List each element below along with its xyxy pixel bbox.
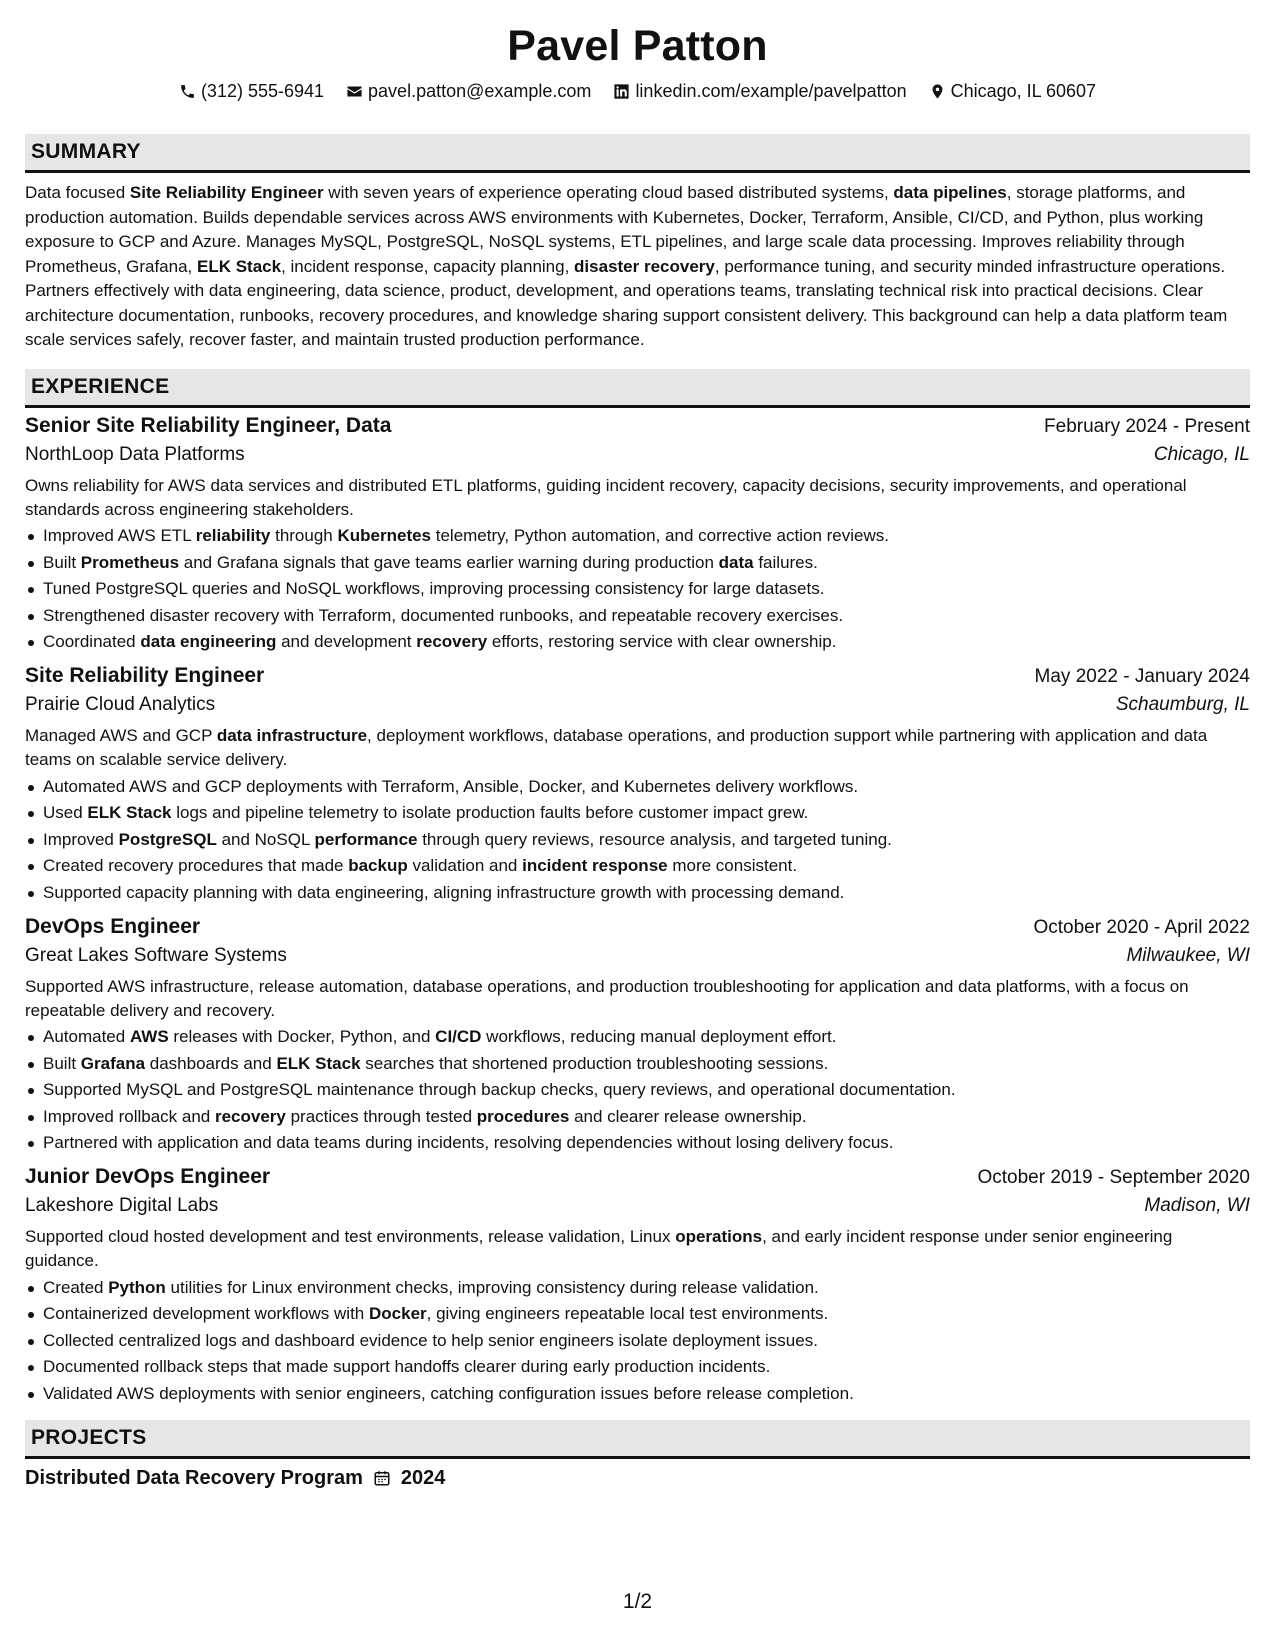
text-run: through xyxy=(270,526,338,545)
job-header xyxy=(25,915,1250,939)
job-title: Junior DevOps Engineer xyxy=(25,1165,271,1188)
text-run: , giving engineers repeatable local test environments. xyxy=(426,1304,829,1323)
job-bullet xyxy=(25,577,1250,601)
text-run: releases with Docker, Python, and xyxy=(168,1027,436,1046)
text-run: Data focused xyxy=(25,183,130,202)
job-bullet xyxy=(25,775,1250,799)
text-run: more consistent. xyxy=(667,856,798,875)
bold-keyword: disaster recovery xyxy=(574,256,715,276)
text-run: Built xyxy=(43,552,81,572)
text-run: Created recovery procedures that made xyxy=(43,856,349,875)
mail-icon xyxy=(346,83,363,100)
bold-keyword: PostgreSQL xyxy=(118,829,217,849)
job-bullet xyxy=(25,1329,1250,1353)
job-entry xyxy=(25,915,1250,1156)
job-entry xyxy=(25,414,1250,655)
job-bullet xyxy=(25,1078,1250,1102)
bold-keyword: reliability xyxy=(195,526,271,545)
bold-keyword: procedures xyxy=(476,1106,570,1126)
text-run: Owns reliability for AWS data services and distributed ETL platforms, guiding incident recovery, capacity decisions, security improvements, and operational standards across engineering stakeholders. xyxy=(25,475,1187,519)
text-run: Supported AWS infrastructure, release automation, database operations, and production troubleshooting for application and data platforms, with a focus on repeatable delivery and recovery. xyxy=(25,976,1189,1020)
job-company-row xyxy=(25,1195,1250,1217)
bold-keyword: Site Reliability Engineer xyxy=(129,183,324,202)
job-description xyxy=(25,724,1250,772)
linkedin-icon xyxy=(613,83,630,100)
project-entry xyxy=(25,1467,1250,1490)
experience-list xyxy=(25,414,1250,1406)
text-run: validation and xyxy=(407,856,523,875)
text-run: and NoSQL xyxy=(216,829,315,849)
resume-page xyxy=(25,0,1250,1490)
job-company-row xyxy=(25,694,1250,716)
phone-text: (312) 555-6941 xyxy=(200,80,325,101)
job-description xyxy=(25,1225,1250,1273)
job-company-row xyxy=(25,444,1250,466)
candidate-name: Pavel Patton xyxy=(507,22,768,70)
text-run: and Grafana signals that gave teams earlier warning during production xyxy=(179,552,719,572)
bold-keyword: Docker xyxy=(369,1304,427,1323)
bold-keyword: ELK Stack xyxy=(87,803,172,822)
job-company: Lakeshore Digital Labs xyxy=(25,1195,219,1216)
page-number: 1/2 xyxy=(622,1590,653,1613)
summary-text xyxy=(25,173,1250,353)
text-run: , storage platforms, and production automation. Builds dependable services across AWS environments with Kubernetes, Docker, Terraform, Ansible, CI/CD, and Python, plus working exposure to GCP and Azure. Manages MySQL, PostgreSQL, NoSQL systems, ETL pipelines, and large scale data processing. Improves reliability through Prometheus, Grafana, xyxy=(25,183,1204,276)
text-run: Used xyxy=(43,803,88,822)
bold-keyword: performance xyxy=(314,829,418,849)
job-bullet xyxy=(25,630,1250,654)
text-run: through query reviews, resource analysis, and targeted tuning. xyxy=(417,829,892,849)
text-run: Automated AWS and GCP deployments with Terraform, Ansible, Docker, and Kubernetes delivery workflows. xyxy=(43,776,859,796)
text-run: Partnered with application and data teams during incidents, resolving dependencies without losing delivery focus. xyxy=(43,1133,894,1152)
text-run: failures. xyxy=(753,552,818,572)
bold-keyword: CI/CD xyxy=(435,1027,482,1046)
job-bullet xyxy=(25,1105,1250,1129)
job-dates: February 2024 - Present xyxy=(1044,415,1250,437)
job-title: DevOps Engineer xyxy=(25,914,201,938)
bold-keyword: data xyxy=(718,552,754,572)
project-title: Distributed Data Recovery Program xyxy=(25,1466,363,1489)
text-run: Supported MySQL and PostgreSQL maintenance through backup checks, query reviews, and operational documentation. xyxy=(43,1080,956,1099)
job-title: Senior Site Reliability Engineer, Data xyxy=(25,413,392,437)
job-dates: October 2020 - April 2022 xyxy=(1033,916,1250,938)
job-bullet xyxy=(25,1302,1250,1326)
job-bullet xyxy=(25,1131,1250,1155)
job-bullet xyxy=(25,1052,1250,1076)
job-bullet xyxy=(25,524,1250,548)
job-bullet xyxy=(25,604,1250,628)
bold-keyword: ELK Stack xyxy=(196,256,282,276)
job-bullet xyxy=(25,881,1250,905)
text-run: searches that shortened production troubleshooting sessions. xyxy=(360,1053,829,1073)
job-entry xyxy=(25,1165,1250,1406)
location-text: Chicago, IL 60607 xyxy=(950,80,1097,101)
job-bullet xyxy=(25,854,1250,878)
text-run: , deployment workflows, database operations, and production support while partnering with application and data teams on scalable service delivery. xyxy=(25,726,1208,769)
text-run: Managed AWS and GCP xyxy=(25,726,217,745)
job-location: Chicago, IL xyxy=(1153,443,1250,465)
text-run: and development xyxy=(276,632,417,651)
job-bullet xyxy=(25,1025,1250,1049)
job-bullet xyxy=(25,801,1250,825)
bold-keyword: data pipelines xyxy=(893,183,1007,202)
bold-keyword: ELK Stack xyxy=(276,1053,361,1073)
job-bullet xyxy=(25,1276,1250,1300)
job-entry xyxy=(25,664,1250,905)
phone-icon xyxy=(179,83,196,100)
projects-heading: PROJECTS xyxy=(25,1420,1250,1459)
text-run: logs and pipeline telemetry to isolate production faults before customer impact grew. xyxy=(171,803,809,822)
job-location: Madison, WI xyxy=(1144,1195,1250,1216)
text-run: Containerized development workflows with xyxy=(43,1304,369,1323)
contact-linkedin[interactable] xyxy=(613,81,906,102)
job-bullets xyxy=(25,1025,1250,1155)
calendar-icon xyxy=(373,1469,391,1487)
job-company-row xyxy=(25,945,1250,967)
text-run: Coordinated xyxy=(43,632,141,651)
text-run: Improved AWS ETL xyxy=(43,526,196,545)
email-link[interactable]: pavel.patton@example.com xyxy=(368,80,592,101)
job-bullets xyxy=(25,775,1250,905)
bold-keyword: backup xyxy=(348,856,408,875)
bold-keyword: Python xyxy=(108,1277,166,1297)
job-dates: May 2022 - January 2024 xyxy=(1034,666,1250,687)
job-bullet xyxy=(25,551,1250,575)
text-run: Built xyxy=(43,1053,81,1073)
project-year: 2024 xyxy=(400,1466,446,1489)
text-run: and clearer release ownership. xyxy=(569,1106,807,1126)
job-bullet xyxy=(25,1355,1250,1379)
bold-keyword: Kubernetes xyxy=(337,526,432,545)
text-run: Automated xyxy=(43,1027,130,1046)
job-header xyxy=(25,1165,1250,1189)
contact-bar xyxy=(25,78,1250,104)
job-company: Prairie Cloud Analytics xyxy=(25,694,216,715)
text-run: Strengthened disaster recovery with Terraform, documented runbooks, and repeatable recovery exercises. xyxy=(43,605,844,625)
text-run: efforts, restoring service with clear ownership. xyxy=(487,632,837,651)
text-run: , incident response, capacity planning, xyxy=(281,256,575,276)
text-run: Collected centralized logs and dashboard evidence to help senior engineers isolate deployment issues. xyxy=(43,1330,818,1350)
text-run: Supported capacity planning with data engineering, aligning infrastructure growth with processing demand. xyxy=(43,882,845,902)
text-run: Improved rollback and xyxy=(43,1106,215,1126)
text-run: practices through tested xyxy=(285,1106,477,1126)
bold-keyword: recovery xyxy=(416,632,488,651)
contact-location xyxy=(929,81,1096,102)
text-run: Supported cloud hosted development and test environments, release validation, Linux xyxy=(25,1227,676,1246)
text-run: , performance tuning, and security minded infrastructure operations. Partners effectively with data engineering, data science, product, development, and operations teams, translating technical risk into practical decisions. Clear architecture documentation, runbooks, recovery procedures, and knowledge sharing support consistent delivery. This background can help a data platform team scale services safely, recover faster, and maintain trusted production performance. xyxy=(25,256,1228,349)
summary-heading: SUMMARY xyxy=(25,134,1250,173)
text-run: workflows, reducing manual deployment effort. xyxy=(481,1027,837,1046)
bold-keyword: AWS xyxy=(129,1027,169,1046)
text-run: Created xyxy=(43,1277,109,1297)
bold-keyword: recovery xyxy=(214,1106,286,1126)
bold-keyword: data engineering xyxy=(140,632,277,651)
job-location: Milwaukee, WI xyxy=(1126,944,1250,966)
contact-phone xyxy=(179,81,324,102)
bold-keyword: data infrastructure xyxy=(216,726,368,745)
linkedin-link[interactable]: linkedin.com/example/pavelpatton xyxy=(635,80,907,101)
experience-heading: EXPERIENCE xyxy=(25,369,1250,408)
job-bullet xyxy=(25,828,1250,852)
job-header xyxy=(25,414,1250,438)
location-pin-icon xyxy=(929,83,946,100)
bold-keyword: incident response xyxy=(522,856,668,875)
job-bullets xyxy=(25,1276,1250,1406)
text-run: Improved xyxy=(43,829,119,849)
text-run: utilities for Linux environment checks, improving consistency during release validation. xyxy=(165,1277,819,1297)
text-run: telemetry, Python automation, and corrective action reviews. xyxy=(431,526,889,545)
job-dates: October 2019 - September 2020 xyxy=(977,1167,1250,1188)
job-bullets xyxy=(25,524,1250,654)
text-run: , and early incident response under senior engineering guidance. xyxy=(25,1227,1173,1270)
text-run: Validated AWS deployments with senior engineers, catching configuration issues before release completion. xyxy=(43,1383,854,1403)
text-run: with seven years of experience operating cloud based distributed systems, xyxy=(323,183,894,202)
job-company: Great Lakes Software Systems xyxy=(25,944,287,966)
job-description xyxy=(25,474,1250,522)
job-description xyxy=(25,975,1250,1023)
text-run: Tuned PostgreSQL queries and NoSQL workflows, improving processing consistency for large datasets. xyxy=(43,579,825,598)
bold-keyword: operations xyxy=(675,1227,763,1246)
job-location: Schaumburg, IL xyxy=(1115,694,1250,715)
job-company: NorthLoop Data Platforms xyxy=(25,443,245,465)
job-bullet xyxy=(25,1382,1250,1406)
contact-email[interactable] xyxy=(346,81,591,102)
job-header xyxy=(25,664,1250,688)
text-run: dashboards and xyxy=(145,1053,277,1073)
job-title: Site Reliability Engineer xyxy=(25,664,265,687)
text-run: Documented rollback steps that made support handoffs clearer during early production incidents. xyxy=(43,1357,771,1376)
bold-keyword: Grafana xyxy=(80,1053,146,1073)
bold-keyword: Prometheus xyxy=(80,552,180,572)
